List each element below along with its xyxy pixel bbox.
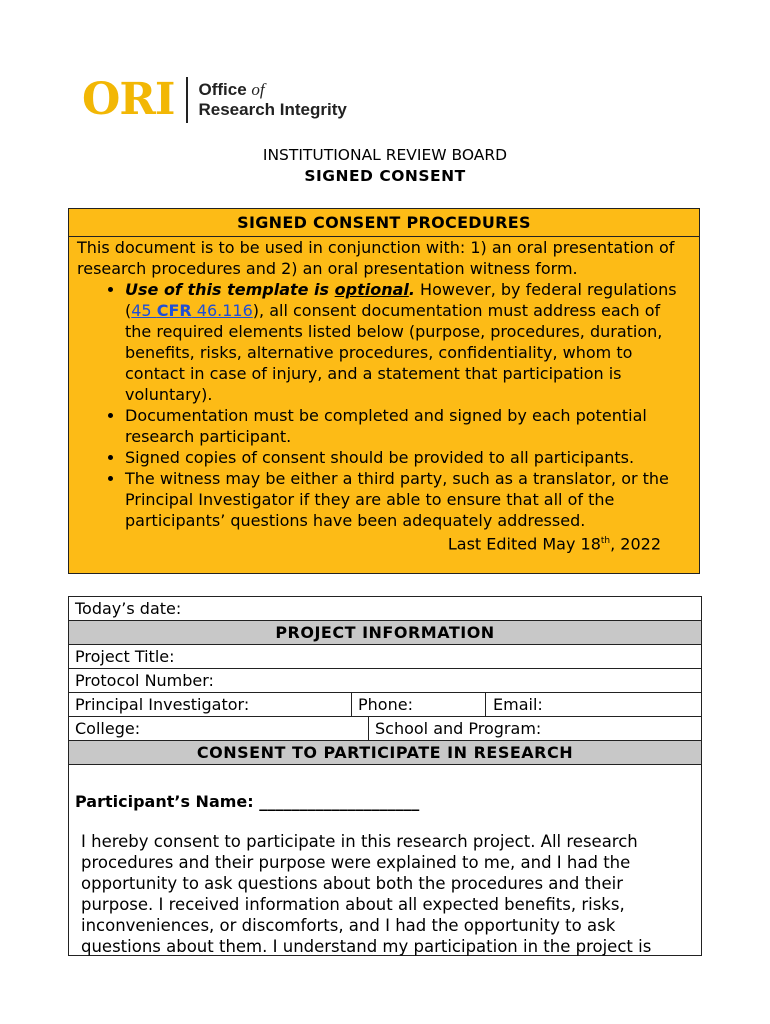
cell-divider — [368, 717, 369, 740]
procedures-bullet-witness: • The witness may be either a third party, such as a translator, or the Principal Investigator if they are able to ensure that all of the participants’ questions have been adequately addressed. — [125, 468, 691, 531]
cell-divider — [351, 693, 352, 716]
last-edited-year: , 2022 — [610, 534, 661, 554]
pi-row — [69, 693, 701, 717]
participant-name-field[interactable]: Participant’s Name: ____________________ — [75, 792, 420, 811]
optional-note-text: Use of this template is — [125, 280, 335, 299]
cell-divider — [485, 693, 486, 716]
cfr-link-part2: CFR — [156, 301, 192, 320]
procedures-body — [69, 237, 699, 554]
consent-heading: CONSENT TO PARTICIPATE IN RESEARCH — [69, 741, 701, 765]
college-row — [69, 717, 701, 741]
required-elements-text: ), all consent documentation must address each of the required elements listed below (purpose, procedures, duration, benefits, risks, alternative procedures, confidentiality, whom to contact in case of injury, and a statement that participation is voluntary). — [125, 301, 663, 404]
logo-of: of — [251, 80, 265, 99]
phone-field[interactable]: Phone: — [358, 695, 413, 714]
logo-office: Office — [198, 80, 252, 99]
todays-date-field[interactable]: Today’s date: — [69, 597, 701, 621]
board-title: INSTITUTIONAL REVIEW BOARD — [262, 146, 508, 164]
procedures-bullet-documentation: • Documentation must be completed and signed by each potential research participant. — [125, 405, 691, 447]
procedures-box — [68, 208, 700, 574]
consent-form — [68, 596, 702, 956]
procedures-heading: SIGNED CONSENT PROCEDURES — [69, 209, 699, 237]
cfr-link[interactable] — [131, 301, 253, 320]
optional-word: optional — [334, 280, 409, 299]
school-program-field[interactable]: School and Program: — [375, 719, 542, 738]
cfr-link-part3: 46.116 — [191, 301, 253, 320]
logo-line1 — [198, 80, 264, 99]
procedures-intro: This document is to be used in conjunction with: 1) an oral presentation of research procedures and 2) an oral presentation witness form. — [77, 238, 675, 278]
project-title-field[interactable]: Project Title: — [69, 645, 701, 669]
document-title: SIGNED CONSENT — [304, 167, 466, 185]
college-field[interactable]: College: — [75, 719, 141, 738]
principal-investigator-field[interactable]: Principal Investigator: — [75, 695, 250, 714]
optional-note — [125, 280, 415, 299]
procedures-list — [77, 279, 691, 531]
ori-logo — [82, 72, 347, 128]
federal-regulations-text: However, by federal regulations ( — [125, 280, 677, 320]
project-info-heading: PROJECT INFORMATION — [69, 621, 701, 645]
logo-text — [198, 80, 346, 120]
cfr-link-part1: 45 — [131, 301, 157, 320]
procedures-bullet-template — [125, 279, 691, 405]
protocol-number-field[interactable]: Protocol Number: — [69, 669, 701, 693]
last-edited-text: Last Edited May 18 — [447, 534, 601, 554]
last-edited-sup: th — [600, 536, 611, 546]
email-field[interactable]: Email: — [493, 695, 543, 714]
last-edited — [77, 531, 691, 554]
consent-statement: I hereby consent to participate in this research project. All research procedures and their purpose were explained to me, and I had the opportunity to ask questions about both the procedures and their purpose. I received information about all expected benefits, risks, inconveniences, or discomforts, and I had the opportunity to ask questions about them. I understand my participation in the project is — [81, 832, 652, 956]
procedures-bullet-copies: • Signed copies of consent should be provided to all participants. — [125, 447, 691, 468]
optional-note-end: . — [408, 280, 415, 299]
ori-logo-mark: ORI — [82, 74, 175, 125]
logo-line2: Research Integrity — [198, 100, 347, 119]
logo-divider — [186, 77, 188, 123]
